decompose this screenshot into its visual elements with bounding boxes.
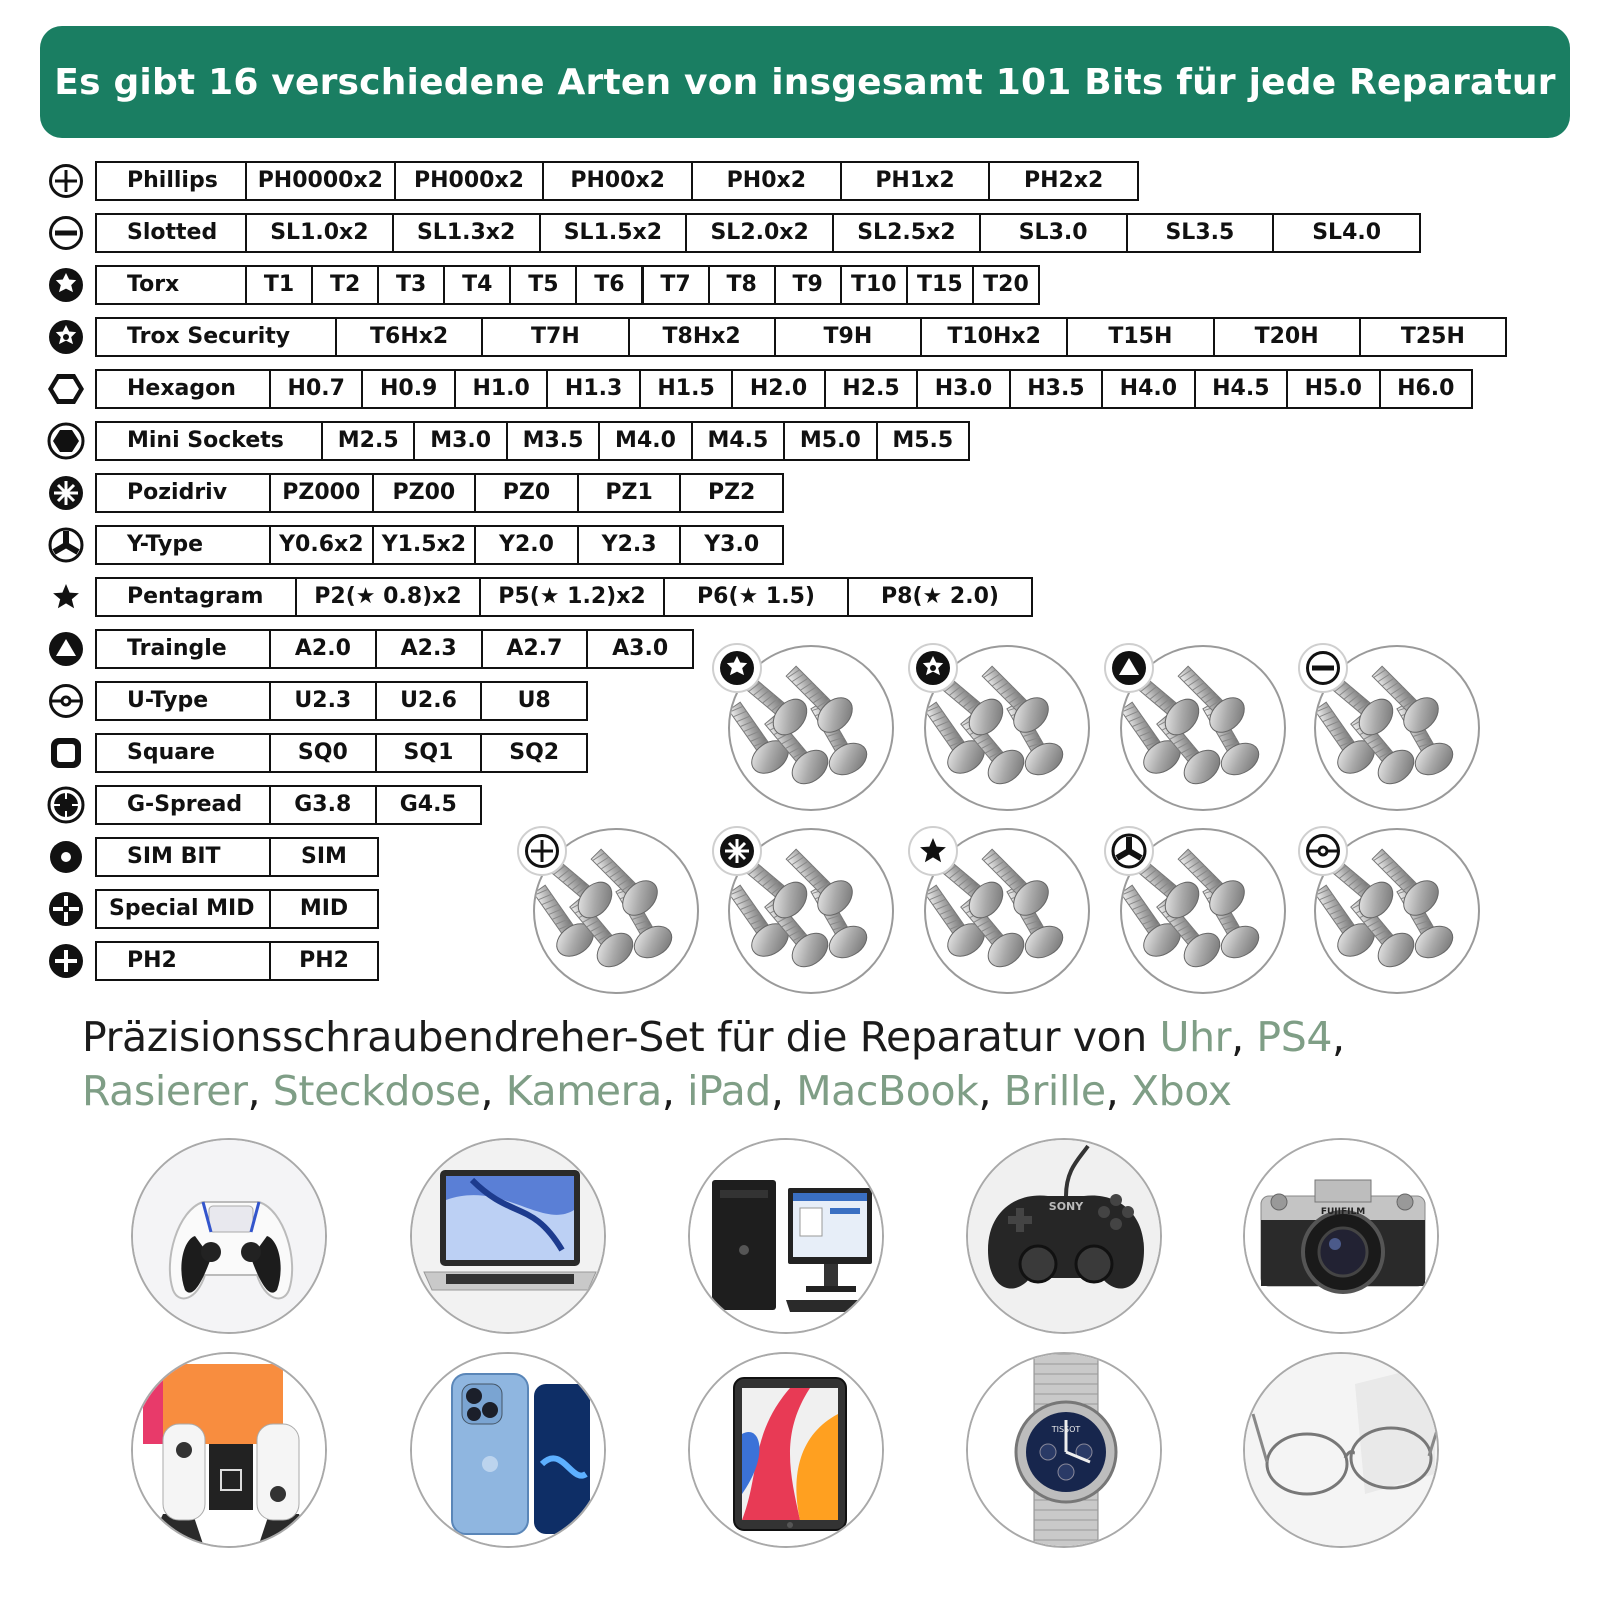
bit-size-cell: PH0000x2: [245, 161, 396, 201]
bit-type-name: Pozidriv: [95, 473, 271, 513]
torx-security-icon: [914, 649, 952, 687]
svg-text:TISSOT: TISSOT: [1051, 1425, 1081, 1434]
bit-size-cell: PH0x2: [691, 161, 842, 201]
bit-size-cell: T3: [377, 265, 445, 305]
bit-size-cell: H6.0: [1379, 369, 1473, 409]
bit-type-name: Torx: [95, 265, 247, 305]
bit-size-cell: M5.0: [783, 421, 877, 461]
bit-size-cell: T9H: [774, 317, 922, 357]
device-photo-desktop-pc: [688, 1138, 884, 1334]
bit-size-cell: A2.3: [375, 629, 483, 669]
bit-size-cell: T10: [840, 265, 908, 305]
bit-size-cell: P8(★ 2.0): [847, 577, 1033, 617]
device-photo-smartphone: [410, 1352, 606, 1548]
bit-size-cell: A2.0: [269, 629, 377, 669]
svg-text:SONY: SONY: [1048, 1200, 1084, 1213]
bit-type-name: Pentagram: [95, 577, 297, 617]
bit-size-cell: SL3.5: [1126, 213, 1275, 253]
slogan-device-name: MacBook: [796, 1067, 979, 1115]
torx-icon: [47, 266, 85, 304]
screw-badge: [1104, 826, 1154, 876]
bit-size-cell: M4.0: [598, 421, 692, 461]
bit-size-cell: H1.0: [454, 369, 548, 409]
device-photo-wristwatch: [966, 1352, 1162, 1548]
bit-size-cell: MID: [269, 889, 379, 929]
device-photo-game-controller-black: [966, 1138, 1162, 1334]
bit-size-cell: SQ0: [269, 733, 377, 773]
screw-badge: [712, 826, 762, 876]
screw-badge: [517, 826, 567, 876]
bit-size-cell: SIM: [269, 837, 379, 877]
slogan-text: ,: [480, 1067, 506, 1115]
bit-size-cell: T2: [311, 265, 379, 305]
pentagram-icon: [914, 832, 952, 870]
bit-size-cell: P5(★ 1.2)x2: [479, 577, 665, 617]
bit-size-cell: H2.5: [824, 369, 918, 409]
bit-size-cell: T4: [443, 265, 511, 305]
bit-size-cell: SL1.3x2: [392, 213, 541, 253]
bit-type-name: SIM BIT: [95, 837, 271, 877]
u-type-icon: [47, 682, 85, 720]
bit-size-cell: H4.0: [1101, 369, 1195, 409]
bit-size-cell: Y3.0: [679, 525, 784, 565]
bit-size-cell: PZ0: [474, 473, 579, 513]
bit-size-cell: Y1.5x2: [372, 525, 477, 565]
bit-type-name: Y-Type: [95, 525, 271, 565]
bit-size-cell: H3.0: [916, 369, 1010, 409]
bit-size-cell: T20H: [1213, 317, 1361, 357]
bit-size-cell: A3.0: [586, 629, 694, 669]
slogan-device-name: Steckdose: [272, 1067, 481, 1115]
bit-size-cell: Y0.6x2: [269, 525, 374, 565]
bit-size-cell: H0.7: [269, 369, 363, 409]
bit-size-cell: T6: [575, 265, 643, 305]
bit-type-name: Phillips: [95, 161, 247, 201]
bit-size-cell: SL1.5x2: [539, 213, 688, 253]
bit-size-cell: PH000x2: [394, 161, 545, 201]
pozidriv-icon: [718, 832, 756, 870]
hexagon-icon: [47, 370, 85, 408]
screw-badge: [908, 643, 958, 693]
g-spread-icon: [47, 786, 85, 824]
bit-size-cell: Y2.3: [577, 525, 682, 565]
bit-size-cell: A2.7: [481, 629, 589, 669]
device-photo-handheld-console: [131, 1352, 327, 1548]
bit-size-cell: M5.5: [876, 421, 970, 461]
bit-size-cell: G3.8: [269, 785, 377, 825]
y-type-icon: [47, 526, 85, 564]
svg-text:FUJIFILM: FUJIFILM: [1320, 1207, 1366, 1217]
slogan-text: ,: [1105, 1067, 1131, 1115]
bit-type-name: U-Type: [95, 681, 271, 721]
slogan-device-name: Brille: [1003, 1067, 1106, 1115]
torx-security-icon: [47, 318, 85, 356]
bit-size-cell: SL2.0x2: [685, 213, 834, 253]
screw-badge: [908, 826, 958, 876]
bit-size-cell: H1.3: [546, 369, 640, 409]
bit-size-cell: H5.0: [1286, 369, 1380, 409]
pozidriv-icon: [47, 474, 85, 512]
bit-size-cell: PZ00: [372, 473, 477, 513]
slogan-text: ,: [1332, 1013, 1345, 1061]
device-photo-game-controller-white: [131, 1138, 327, 1334]
bit-size-cell: T5: [509, 265, 577, 305]
bit-type-name: Hexagon: [95, 369, 271, 409]
bit-type-name: Special MID: [95, 889, 271, 929]
special-mid-icon: [47, 890, 85, 928]
torx-icon: [718, 649, 756, 687]
bit-size-cell: H4.5: [1194, 369, 1288, 409]
bit-size-cell: H0.9: [361, 369, 455, 409]
screw-badge: [1298, 826, 1348, 876]
mini-socket-icon: [47, 422, 85, 460]
slogan-text: ,: [978, 1067, 1004, 1115]
screw-badge: [1104, 643, 1154, 693]
sim-bit-icon: [47, 838, 85, 876]
bit-size-cell: M4.5: [691, 421, 785, 461]
slogan-device-name: Rasierer: [82, 1067, 248, 1115]
slogan-device-name: Uhr: [1159, 1013, 1232, 1061]
bit-size-cell: T10Hx2: [920, 317, 1068, 357]
bit-size-cell: PZ2: [679, 473, 784, 513]
bit-size-cell: SL3.0: [979, 213, 1128, 253]
bit-size-cell: Y2.0: [474, 525, 579, 565]
slogan-device-name: Xbox: [1130, 1067, 1232, 1115]
bit-size-cell: SQ2: [480, 733, 588, 773]
phillips-icon: [523, 832, 561, 870]
bit-size-cell: T8: [708, 265, 776, 305]
bit-size-cell: M3.0: [413, 421, 507, 461]
bit-size-cell: G4.5: [375, 785, 483, 825]
bit-size-cell: T15H: [1066, 317, 1214, 357]
slogan-text: Präzisionsschraubendreher-Set für die Reparatur von: [82, 1013, 1160, 1061]
bit-size-cell: M3.5: [506, 421, 600, 461]
bit-size-cell: SL1.0x2: [245, 213, 394, 253]
bit-size-cell: U2.6: [375, 681, 483, 721]
bit-size-cell: PH00x2: [542, 161, 693, 201]
screw-badge: [1298, 643, 1348, 693]
ph2-icon: [47, 942, 85, 980]
triangle-icon: [1110, 649, 1148, 687]
pentagram-icon: [47, 578, 85, 616]
bit-type-name: G-Spread: [95, 785, 271, 825]
slogan-text: ,: [247, 1067, 273, 1115]
bit-size-cell: T20: [972, 265, 1040, 305]
slotted-icon: [1304, 649, 1342, 687]
bit-size-cell: T7H: [481, 317, 629, 357]
slotted-icon: [47, 214, 85, 252]
bit-size-cell: P2(★ 0.8)x2: [295, 577, 481, 617]
bit-size-cell: PH2: [269, 941, 379, 981]
bit-type-name: Mini Sockets: [95, 421, 323, 461]
bit-type-name: Trox Security: [95, 317, 337, 357]
bit-size-cell: PH2x2: [988, 161, 1139, 201]
bit-size-cell: M2.5: [321, 421, 415, 461]
bit-type-name: Square: [95, 733, 271, 773]
u-type-icon: [1304, 832, 1342, 870]
bit-size-cell: P6(★ 1.5): [663, 577, 849, 617]
bit-size-cell: H2.0: [731, 369, 825, 409]
bit-size-cell: T1: [245, 265, 313, 305]
header-banner: [40, 26, 1570, 138]
device-photo-laptop: [410, 1138, 606, 1334]
bit-type-name: Slotted: [95, 213, 247, 253]
bit-size-cell: T15: [906, 265, 974, 305]
bit-size-cell: SL2.5x2: [832, 213, 981, 253]
bit-size-cell: H1.5: [639, 369, 733, 409]
slogan-device-name: PS4: [1256, 1013, 1333, 1061]
slogan-device-name: Kamera: [505, 1067, 662, 1115]
slogan-device-name: iPad: [687, 1067, 771, 1115]
bit-size-cell: T7: [642, 265, 710, 305]
bit-size-cell: T6Hx2: [335, 317, 483, 357]
bit-size-cell: T9: [774, 265, 842, 305]
bit-size-cell: T25H: [1359, 317, 1507, 357]
device-photo-tablet: [688, 1352, 884, 1548]
screw-badge: [712, 643, 762, 693]
y-type-icon: [1110, 832, 1148, 870]
bit-type-name: PH2: [95, 941, 271, 981]
slogan: [82, 1010, 1532, 1118]
bit-size-cell: U2.3: [269, 681, 377, 721]
triangle-icon: [47, 630, 85, 668]
bit-size-cell: T8Hx2: [628, 317, 776, 357]
device-photo-camera: [1243, 1138, 1439, 1334]
bit-type-name: Traingle: [95, 629, 271, 669]
slogan-text: ,: [661, 1067, 688, 1115]
banner-title: Es gibt 16 verschiedene Arten von insgesamt 101 Bits für jede Reparatur: [54, 61, 1556, 103]
bit-size-cell: PZ000: [269, 473, 374, 513]
device-photo-glasses: [1243, 1352, 1439, 1548]
bit-size-cell: SL4.0: [1272, 213, 1421, 253]
square-icon: [47, 734, 85, 772]
phillips-icon: [47, 162, 85, 200]
bit-size-cell: H3.5: [1009, 369, 1103, 409]
bit-size-cell: SQ1: [375, 733, 483, 773]
slogan-text: ,: [1231, 1013, 1257, 1061]
slogan-text: ,: [770, 1067, 797, 1115]
bit-size-cell: U8: [480, 681, 588, 721]
bit-size-cell: PZ1: [577, 473, 682, 513]
bit-size-cell: PH1x2: [840, 161, 991, 201]
